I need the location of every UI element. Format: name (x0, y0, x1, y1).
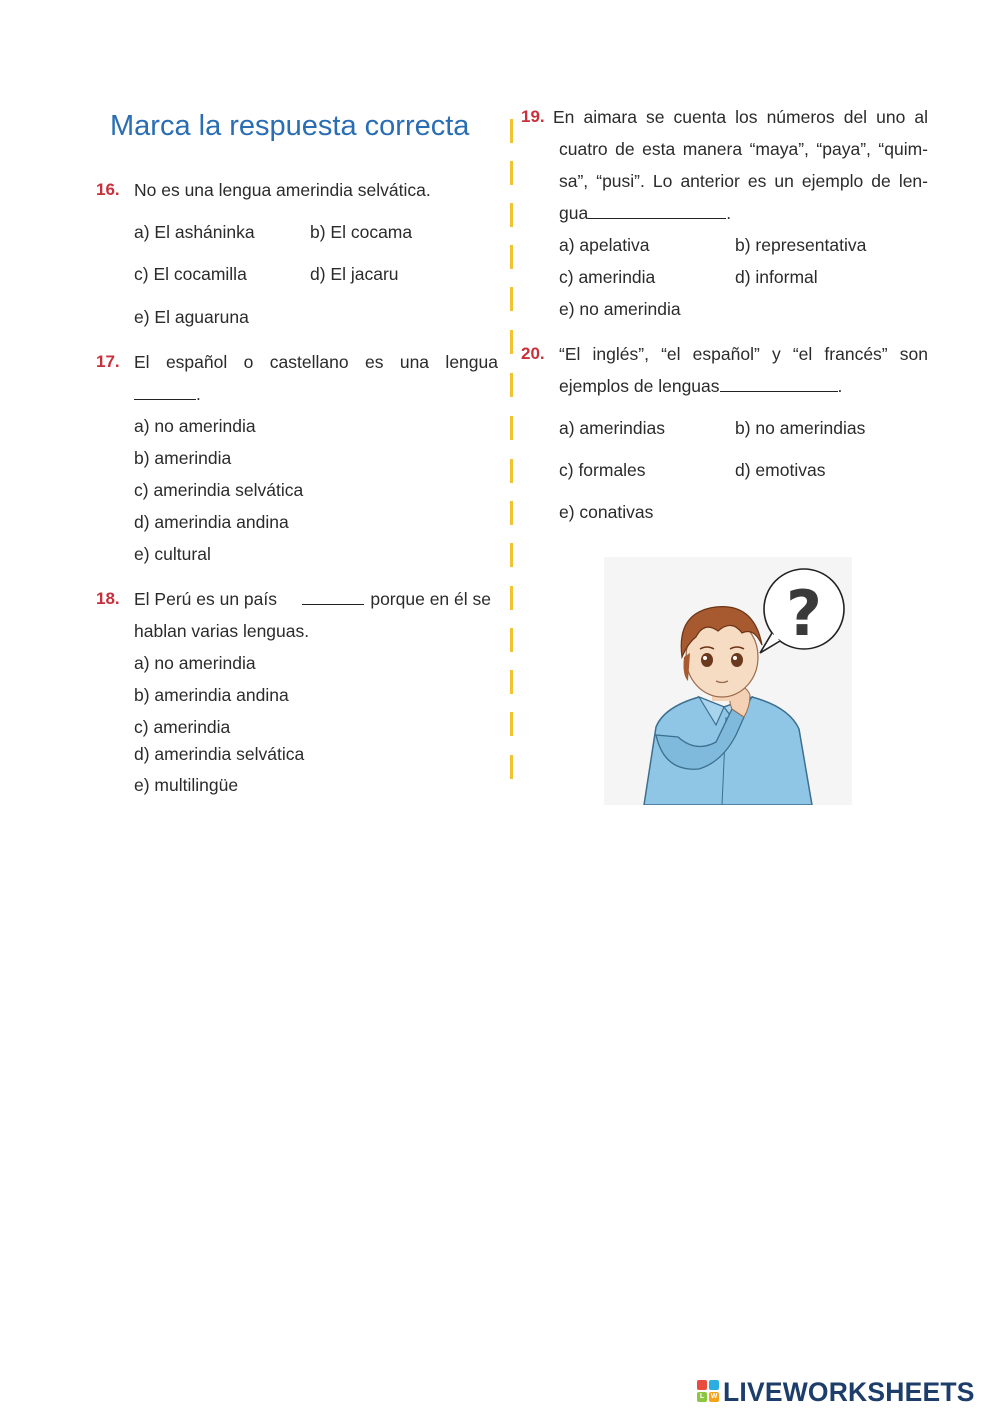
thinking-boy-icon (604, 557, 852, 805)
option-e[interactable]: e) conativas (559, 502, 654, 522)
option-d[interactable]: d) emotivas (735, 460, 826, 480)
brand-logo (697, 1378, 721, 1408)
answer-blank[interactable] (720, 376, 838, 392)
text-start: El Perú es un país (134, 589, 277, 609)
option-c[interactable]: c) amerindia selvática (134, 480, 304, 500)
option-d[interactable]: d) El jacaru (310, 264, 399, 284)
question-text-line1: En aimara se cuenta los números del uno al (553, 107, 928, 127)
option-d[interactable]: d) amerindia andina (134, 512, 289, 532)
option-b[interactable]: b) amerindia andina (134, 685, 289, 705)
option-c[interactable]: c) amerindia (559, 267, 656, 287)
option-d[interactable]: d) amerindia selvática (134, 744, 305, 764)
option-e[interactable]: e) cultural (134, 544, 211, 564)
period: . (196, 384, 201, 404)
option-a[interactable]: a) amerindias (559, 418, 666, 438)
question-text: El español o castellano es una lengua (134, 352, 498, 372)
option-a[interactable]: a) no amerindia (134, 653, 256, 673)
question-mark: ? (786, 577, 822, 650)
brand-name: LIVEWORKSHEETS (723, 1377, 975, 1407)
question-text-line2: cuatro de esta manera “maya”, “paya”, “quim- (559, 139, 928, 159)
question-text-line3: sa”, “pusi”. Lo anterior es un ejemplo de len- (559, 171, 928, 191)
option-a[interactable]: a) El asháninka (134, 222, 255, 242)
question-text: No es una lengua amerindia selvática. (134, 180, 431, 200)
text-end: porque en él se (370, 589, 491, 609)
option-b[interactable]: b) El cocama (310, 222, 413, 242)
question-text-line4: gua . (559, 203, 732, 223)
question-text-line2: hablan varias lenguas. (134, 621, 310, 641)
thinking-boy-illustration (604, 557, 852, 805)
logo-letter-w: W (710, 1393, 718, 1400)
option-d[interactable]: d) informal (735, 267, 818, 287)
question-number: 19. (521, 107, 545, 126)
option-b[interactable]: b) representativa (735, 235, 867, 255)
question-number: 17. (96, 352, 120, 371)
answer-blank[interactable] (134, 384, 196, 400)
option-e[interactable]: e) no amerindia (559, 299, 681, 319)
question-text-line2: ejemplos de lenguas . (559, 376, 843, 396)
page-title: Marca la respuesta correcta (110, 110, 470, 142)
option-c[interactable]: c) formales (559, 460, 646, 480)
option-c[interactable]: c) amerindia (134, 717, 231, 737)
question-text-line1: “El inglés”, “el español” y “el francés” son (559, 344, 928, 364)
question-text (134, 588, 491, 610)
option-a[interactable]: a) apelativa (559, 235, 650, 255)
question-number: 16. (96, 180, 120, 199)
logo-letter-l: L (697, 1392, 707, 1402)
answer-line (134, 383, 201, 405)
option-b[interactable]: b) amerindia (134, 448, 232, 468)
option-b[interactable]: b) no amerindias (735, 418, 866, 438)
question-number: 18. (96, 589, 120, 608)
option-a[interactable]: a) no amerindia (134, 416, 256, 436)
question-number: 20. (521, 344, 545, 363)
option-e[interactable]: e) El aguaruna (134, 307, 249, 327)
option-e[interactable]: e) multilingüe (134, 775, 239, 795)
answer-blank[interactable] (588, 203, 726, 219)
answer-blank[interactable] (302, 589, 364, 605)
option-c[interactable]: c) El cocamilla (134, 264, 247, 284)
